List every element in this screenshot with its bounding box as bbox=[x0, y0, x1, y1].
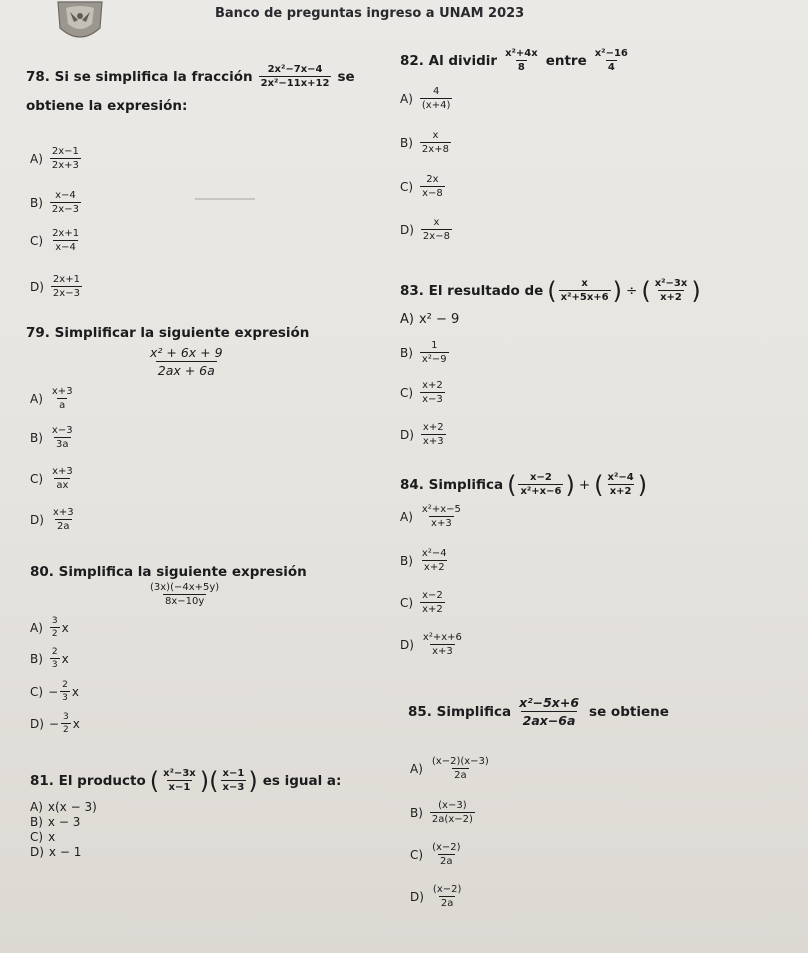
answer-option[interactable]: D) $\frac{\text{x²+x+6}}{x+3}$ bbox=[400, 632, 462, 657]
answer-option[interactable]: C) $\frac{(x-2)}{2a}$ bbox=[410, 842, 461, 867]
question-78-line2: obtiene la expresión: bbox=[26, 98, 188, 114]
answer-option[interactable]: A) x² − 9 bbox=[400, 312, 460, 327]
answer-option[interactable]: C) − $\frac{2}{3}$ x bbox=[30, 680, 79, 703]
answer-option[interactable]: B) $\frac{2}{3}$ x bbox=[30, 647, 69, 670]
answer-option[interactable]: A) $\frac{(x-2)(x-3)}{2a}$ bbox=[410, 756, 489, 781]
answer-option[interactable]: A) $\frac{2x-1}{2x+3}$ bbox=[30, 146, 79, 171]
answer-option[interactable]: B) $\frac{x-3}{3a}$ bbox=[30, 425, 73, 450]
answer-option[interactable]: B) x − 3 bbox=[30, 815, 81, 829]
question-fraction: $\frac{(3x)(-4x+5y)}{8x-10y}$ bbox=[150, 582, 220, 607]
question-81: 81. El producto ( $\frac{\text{x²−3x}}{x-1}$ ) ( $\frac{x-1}{x-3}$ ) es igual a: bbox=[30, 766, 342, 795]
answer-option[interactable]: D) $\frac{2x+1}{2x-3}$ bbox=[30, 274, 80, 299]
answer-option[interactable]: C) $\frac{x+3}{ax}$ bbox=[30, 466, 73, 491]
answer-option[interactable]: D) − $\frac{3}{2}$ x bbox=[30, 712, 80, 735]
answer-option[interactable]: B) $\frac{\text{x²−4}}{x+2}$ bbox=[400, 548, 447, 573]
answer-option[interactable]: B) $\frac{x}{2x+8}$ bbox=[400, 130, 449, 155]
answer-option[interactable]: A) $\frac{\text{x²+x−5}}{x+3}$ bbox=[400, 504, 461, 529]
answer-option[interactable]: D) x − 1 bbox=[30, 845, 82, 859]
answer-option[interactable]: C) $\frac{2x+1}{x-4}$ bbox=[30, 228, 80, 253]
answer-option[interactable]: C) $\frac{x+2}{x-3}$ bbox=[400, 380, 443, 405]
question-83: 83. El resultado de ( $\frac{x}{\text{x²+5x+6}}$ ) ÷ ( $\frac{\text{x²−3x}}{x+2}$ ) bbox=[400, 276, 701, 305]
question-85: 85. Simplifica $\frac{\text{x²−5x+6}}{2ax-6a}$ se obtiene bbox=[408, 695, 669, 728]
page-title: Banco de preguntas ingreso a UNAM 2023 bbox=[215, 6, 525, 21]
answer-option[interactable]: B) $\frac{x-4}{2x-3}$ bbox=[30, 190, 79, 215]
question-84: 84. Simplifica ( $\frac{x-2}{\text{x²+x−6}}$ ) + ( $\frac{\text{x²−4}}{x+2}$ ) bbox=[400, 470, 648, 499]
question-78: 78. Si se simplifica la fracción $\frac{\text{2x²−7x−4}}{\text{2x²−11x+12}}$ se bbox=[26, 64, 355, 89]
question-80: 80. Simplifica la siguiente expresión bbox=[30, 564, 307, 580]
question-text: 78. Si se simplifica la fracción bbox=[26, 68, 253, 85]
answer-option[interactable]: D) $\frac{(x-2)}{2a}$ bbox=[410, 884, 462, 909]
answer-option[interactable]: A) $\frac{3}{2}$ x bbox=[30, 616, 69, 639]
question-82: 82. Al dividir $\frac{\text{x²+4x}}{8}$ entre $\frac{\text{x²−16}}{4}$ bbox=[400, 48, 628, 73]
unam-seal-icon bbox=[52, 0, 108, 44]
question-79: 79. Simplificar la siguiente expresión bbox=[26, 325, 310, 341]
answer-option[interactable]: B) $\frac{1}{\text{x²−9}}$ bbox=[400, 340, 447, 365]
answer-option[interactable]: D) $\frac{x+2}{x+3}$ bbox=[400, 422, 444, 447]
answer-option[interactable]: C) x bbox=[30, 830, 56, 844]
question-fraction: $\frac{\text{2x²−7x−4}}{\text{2x²−11x+12}}$ bbox=[260, 64, 330, 89]
answer-option[interactable]: A) $\frac{4}{(x+4)}$ bbox=[400, 86, 451, 111]
answer-option[interactable]: C) $\frac{2x}{x-8}$ bbox=[400, 174, 443, 199]
answer-option[interactable]: D) $\frac{x+3}{2a}$ bbox=[30, 507, 74, 532]
answer-option[interactable]: A) x(x − 3) bbox=[30, 800, 97, 814]
answer-option[interactable]: C) $\frac{x-2}{x+2}$ bbox=[400, 590, 443, 615]
answer-option[interactable]: B) $\frac{(x-3)}{2a(x-2)}$ bbox=[410, 800, 473, 825]
question-fraction: $\frac{\text{x² + 6x + 9}}{2ax + 6a}$ bbox=[150, 345, 223, 378]
answer-option[interactable]: D) $\frac{x}{2x-8}$ bbox=[400, 217, 450, 242]
answer-option[interactable]: A) $\frac{x+3}{a}$ bbox=[30, 386, 73, 411]
paper-crease bbox=[195, 198, 255, 200]
